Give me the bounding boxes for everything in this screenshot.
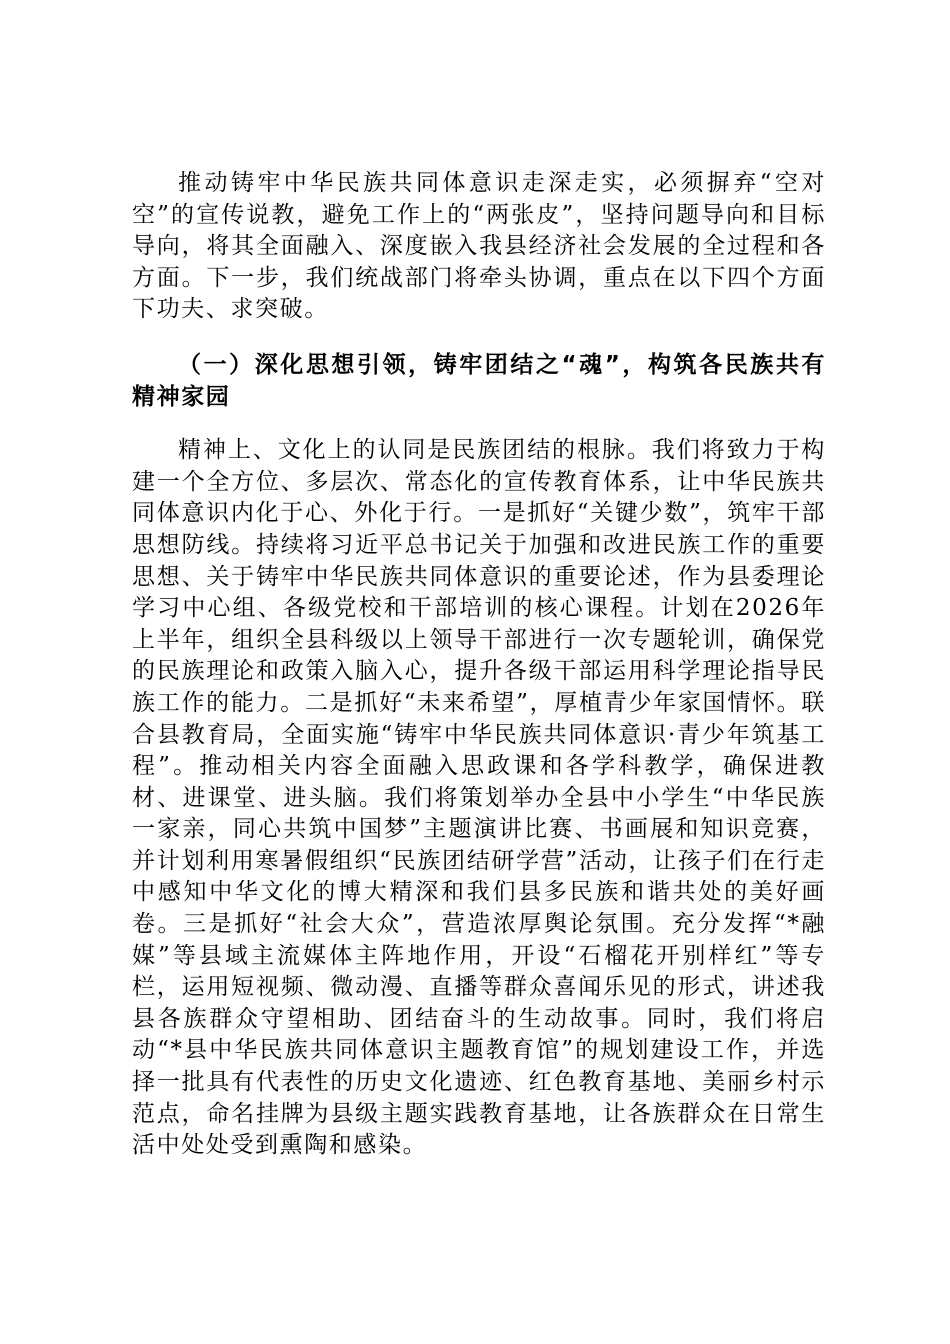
section-heading: （一）深化思想引领，铸牢团结之“魂”，构筑各民族共有精神家园 [132,351,826,410]
intro-paragraph: 推动铸牢中华民族共同体意识走深走实，必须摒弃“空对空”的宣传说教，避免工作上的“两张皮”，坚持问题导向和目标导向，将其全面融入、深度嵌入我县经济社会发展的全过程和各方面。下一步，我们统战部门将牵头协调，重点在以下四个方面下功夫、求突破。 [132,170,826,323]
document-body [132,168,826,1162]
body-paragraph: 精神上、文化上的认同是民族团结的根脉。我们将致力于构建一个全方位、多层次、常态化的宣传教育体系，让中华民族共同体意识内化于心、外化于行。一是抓好“关键少数”，筑牢干部思想防线。持续将习近平总书记关于加强和改进民族工作的重要思想、关于铸牢中华民族共同体意识的重要论述，作为县委理论学习中心组、各级党校和干部培训的核心课程。计划在2026年上半年，组织全县科级以上领导干部进行一次专题轮训，确保党的民族理论和政策入脑入心，提升各级干部运用科学理论指导民族工作的能力。二是抓好“未来希望”，厚植青少年家国情怀。联合县教育局，全面实施“铸牢中华民族共同体意识·青少年筑基工程”。推动相关内容全面融入思政课和各学科教学，确保进教材、进课堂、进头脑。我们将策划举办全县中小学生“中华民族一家亲，同心共筑中国梦”主题演讲比赛、书画展和知识竞赛，并计划利用寒暑假组织“民族团结研学营”活动，让孩子们在行走中感知中华文化的博大精深和我们县多民族和谐共处的美好画卷。三是抓好“社会大众”，营造浓厚舆论氛围。充分发挥“*融媒”等县域主流媒体主阵地作用，开设“石榴花开别样红”等专栏，运用短视频、微动漫、直播等群众喜闻乐见的形式，讲述我县各族群众守望相助、团结奋斗的生动故事。同时，我们将启动“*县中华民族共同体意识主题教育馆”的规划建设工作，并选择一批具有代表性的历史文化遗迹、红色教育基地、美丽乡村示范点，命名挂牌为县级主题实践教育基地，让各族群众在日常生活中处处受到熏陶和感染。 [132,437,826,1159]
